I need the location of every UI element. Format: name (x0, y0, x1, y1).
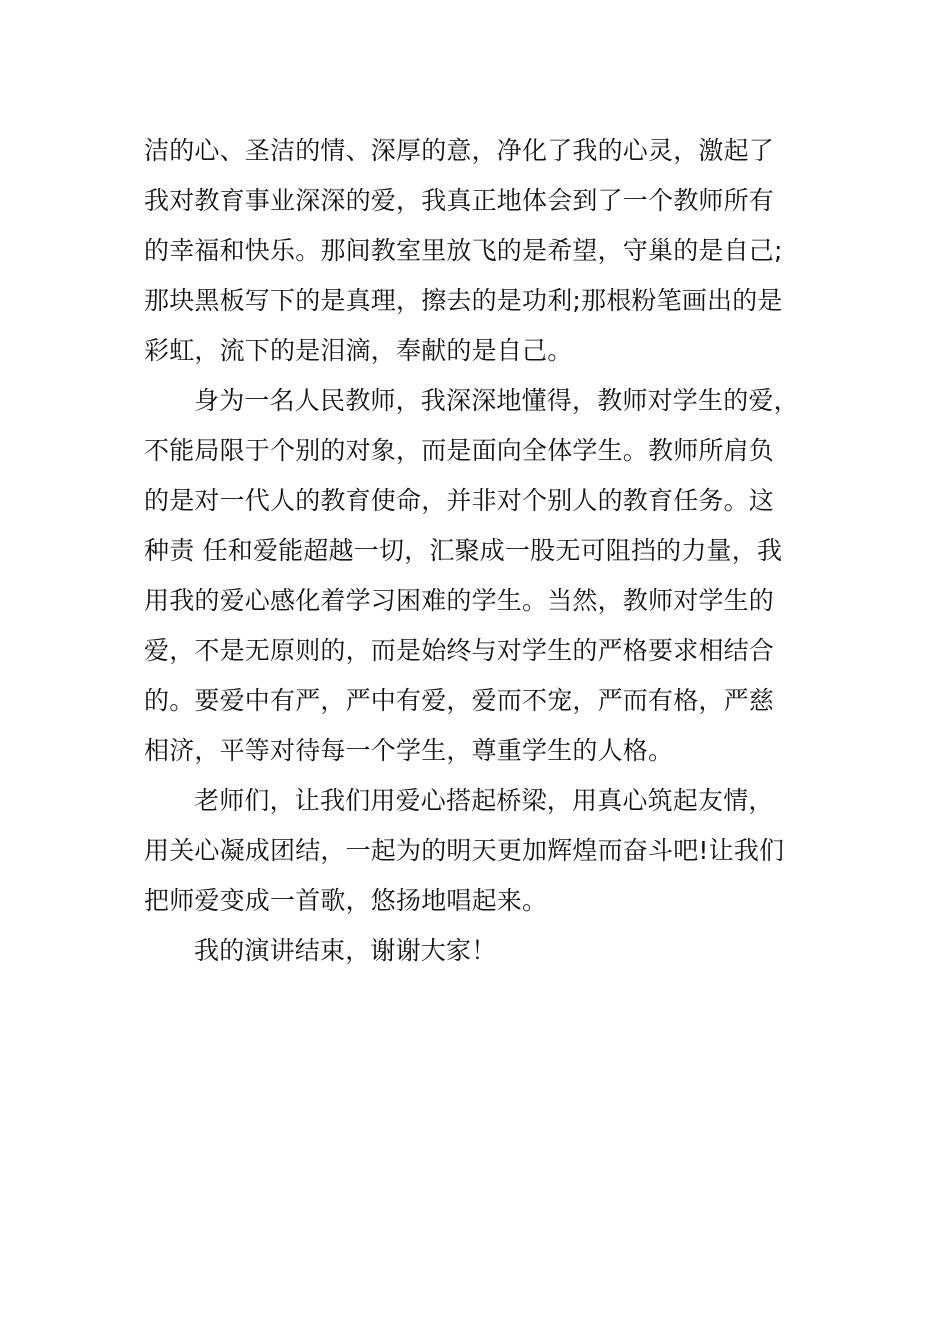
text-line: 的幸福和快乐。那间教室里放飞的是希望，守巢的是自己; (144, 236, 783, 265)
text-line: 相济，平等对待每一个学生，尊重学生的人格。 (144, 736, 674, 765)
text-line: 把师爱变成一首歌，悠扬地唱起来。 (144, 886, 548, 915)
text-line: 种责 任和爱能超越一切，汇聚成一股无可阻挡的力量，我 (144, 536, 783, 565)
text-line: 那块黑板写下的是真理，擦去的是功利;那根粉笔画出的是 (144, 286, 783, 315)
paragraph-start-line: 老师们，让我们用爱心搭起桥梁，用真心筑起友情， (194, 786, 774, 815)
paragraph-start-line: 身为一名人民教师，我深深地懂得，教师对学生的爱， (194, 386, 799, 415)
closing-line: 我的演讲结束，谢谢大家！ (194, 936, 497, 965)
text-line: 我对教育事业深深的爱，我真正地体会到了一个教师所有 (144, 186, 775, 215)
text-line: 用我的爱心感化着学习困难的学生。当然，教师对学生的 (144, 586, 775, 615)
text-line: 不能局限于个别的对象，而是面向全体学生。教师所肩负 (144, 436, 775, 465)
text-line: 彩虹，流下的是泪滴，奉献的是自己。 (144, 336, 573, 365)
text-line: 用关心凝成团结，一起为的明天更加辉煌而奋斗吧!让我们 (144, 836, 785, 865)
text-line: 洁的心、圣洁的情、深厚的意，净化了我的心灵，激起了 (144, 136, 775, 165)
speech-text (144, 126, 834, 976)
text-line: 爱，不是无原则的，而是始终与对学生的严格要求相结合 (144, 636, 775, 665)
text-line: 的。要爱中有严，严中有爱，爱而不宠，严而有格，严慈 (144, 686, 775, 715)
text-line: 的是对一代人的教育使命，并非对个别人的教育任务。这 (144, 486, 775, 515)
